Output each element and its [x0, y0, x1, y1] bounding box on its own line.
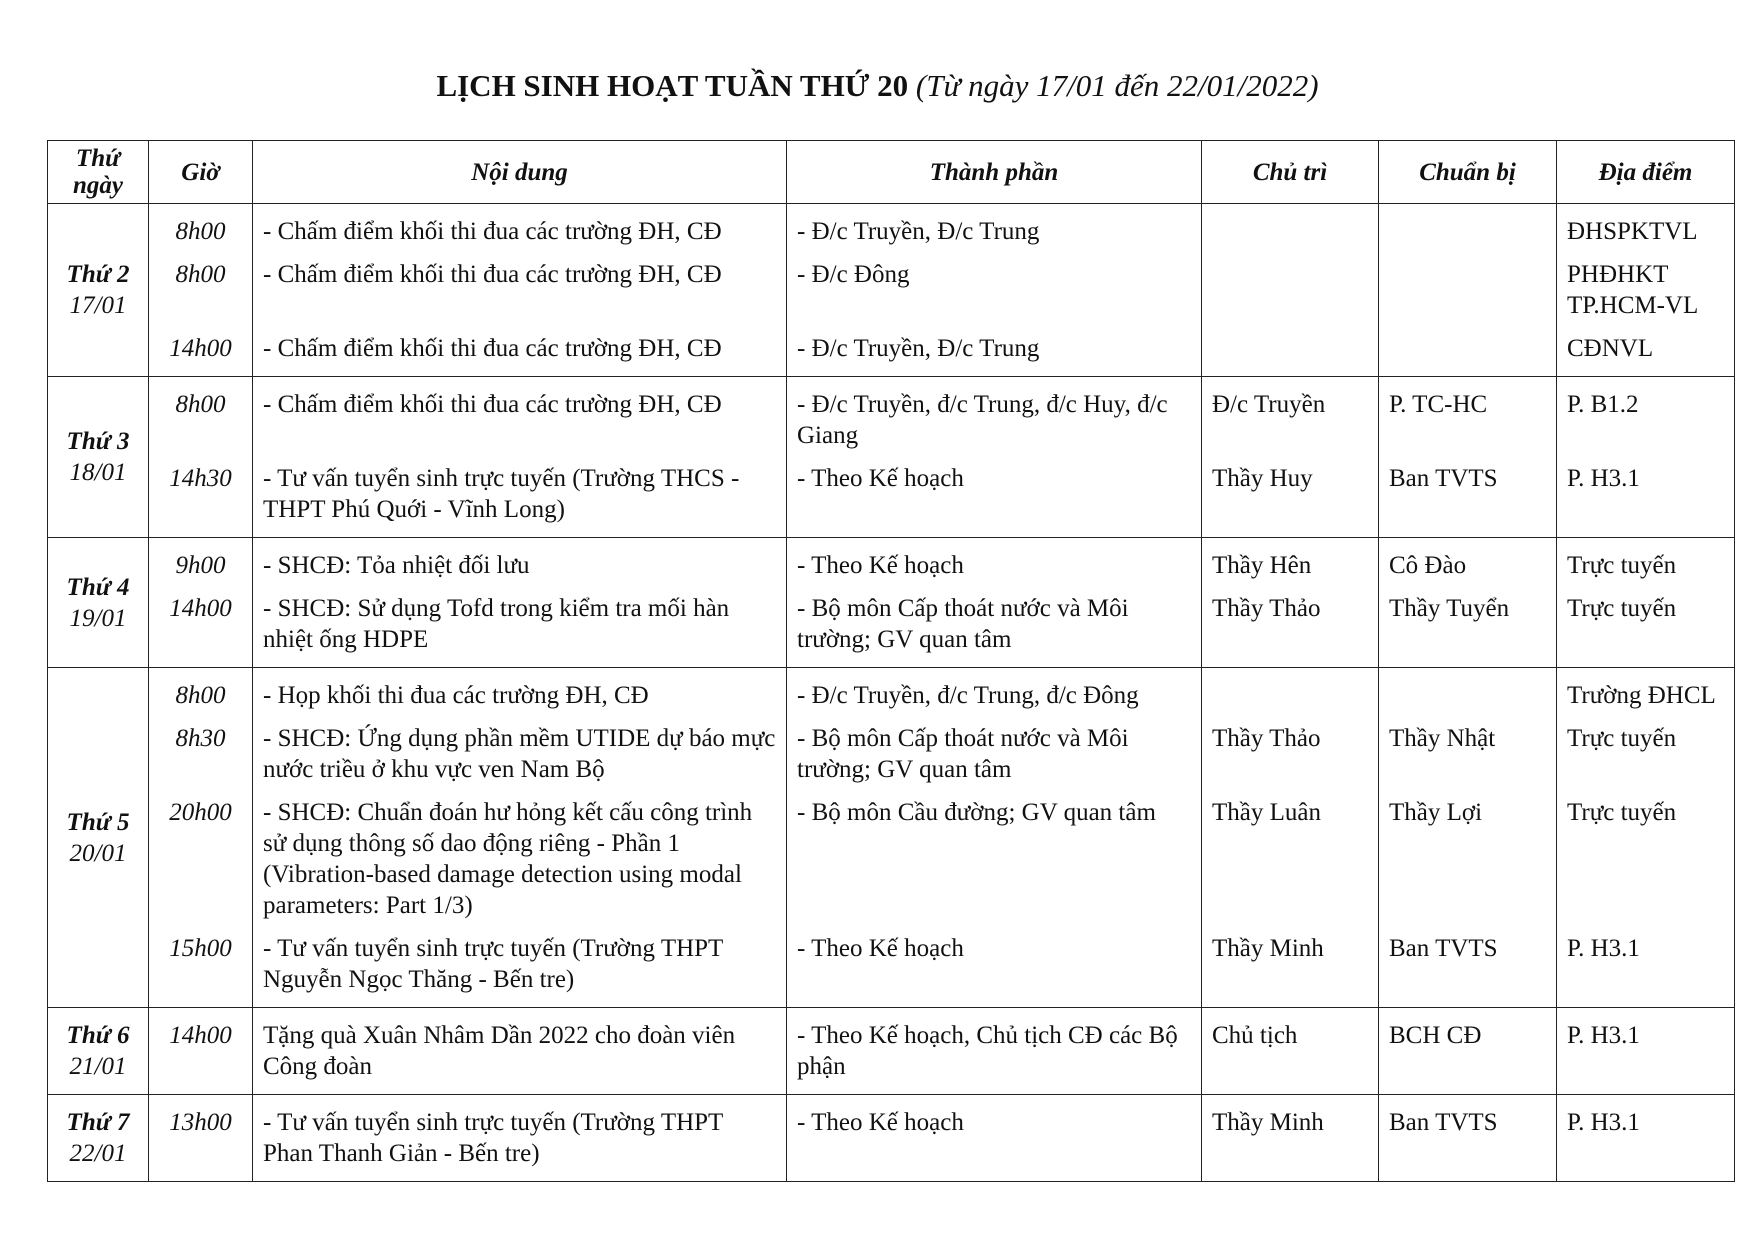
- members-text: - Theo Kế hoạch: [797, 465, 964, 492]
- members-text: - Đ/c Đông: [797, 261, 910, 288]
- place-cell: [1557, 797, 1735, 933]
- prep-cell: [1379, 259, 1557, 333]
- content-text: - Tư vấn tuyển sinh trực tuyến (Trường THCS - THPT Phú Quới - Vĩnh Long): [263, 465, 740, 523]
- time-cell: [149, 1095, 253, 1182]
- schedule-row: [48, 1008, 1735, 1095]
- prep-cell: [1379, 333, 1557, 377]
- content-cell: [253, 668, 787, 724]
- host-cell: [1202, 668, 1379, 724]
- host-cell: [1202, 1095, 1379, 1182]
- place-text: P. H3.1: [1567, 465, 1640, 492]
- prep-cell: [1379, 668, 1557, 724]
- host-cell: [1202, 933, 1379, 1008]
- place-text: P. H3.1: [1567, 1022, 1640, 1049]
- time-cell: [149, 204, 253, 260]
- schedule-row: [48, 797, 1735, 933]
- host-cell: [1202, 593, 1379, 668]
- members-text: - Theo Kế hoạch, Chủ tịch CĐ các Bộ phận: [797, 1022, 1178, 1080]
- host-cell: [1202, 538, 1379, 594]
- day-date: 18/01: [69, 459, 127, 486]
- place-cell: [1557, 668, 1735, 724]
- day-cell: [48, 1008, 149, 1095]
- time-cell: [149, 668, 253, 724]
- content-cell: [253, 1008, 787, 1095]
- prep-cell: [1379, 377, 1557, 464]
- header-day-line1: Thứ: [75, 145, 121, 172]
- host-text: Thầy Thảo: [1212, 595, 1321, 622]
- schedule-table: [47, 140, 1735, 1182]
- place-text: P. H3.1: [1567, 1109, 1640, 1136]
- host-text: Thầy Huy: [1212, 465, 1313, 492]
- place-text: Trường ĐHCL: [1567, 682, 1716, 709]
- header-content: Nội dung: [253, 141, 787, 204]
- header-members: Thành phần: [787, 141, 1202, 204]
- day-cell: [48, 668, 149, 1008]
- host-cell: [1202, 463, 1379, 538]
- prep-cell: [1379, 204, 1557, 260]
- content-text: - Chấm điểm khối thi đua các trường ĐH, CĐ: [263, 218, 722, 245]
- schedule-row: [48, 1095, 1735, 1182]
- members-cell: [787, 204, 1202, 260]
- day-cell: [48, 377, 149, 538]
- time-text: 13h00: [169, 1109, 232, 1136]
- place-text: P. H3.1: [1567, 935, 1640, 962]
- prep-cell: [1379, 463, 1557, 538]
- content-cell: [253, 538, 787, 594]
- header-row: [48, 141, 1735, 204]
- prep-text: Ban TVTS: [1389, 465, 1498, 492]
- members-cell: [787, 933, 1202, 1008]
- host-text: Thầy Hên: [1212, 552, 1312, 579]
- day-name: Thứ 4: [66, 573, 130, 601]
- day-date: 20/01: [69, 839, 127, 867]
- members-cell: [787, 333, 1202, 377]
- time-cell: [149, 1008, 253, 1095]
- members-text: - Bộ môn Cấp thoát nước và Môi trường; GV quan tâm: [797, 725, 1129, 783]
- day-cell: [48, 538, 149, 668]
- content-cell: [253, 1095, 787, 1182]
- place-cell: [1557, 593, 1735, 668]
- host-text: Thầy Thảo: [1212, 725, 1321, 752]
- place-text: PHĐHKT TP.HCM-VL: [1567, 261, 1699, 319]
- title-sub: (Từ ngày 17/01 đến 22/01/2022): [915, 68, 1319, 103]
- time-text: 8h00: [175, 218, 226, 245]
- members-cell: [787, 797, 1202, 933]
- host-cell: [1202, 377, 1379, 464]
- place-text: Trực tuyến: [1567, 799, 1677, 826]
- time-text: 14h00: [169, 595, 232, 622]
- members-cell: [787, 377, 1202, 464]
- content-text: - Họp khối thi đua các trường ĐH, CĐ: [263, 682, 649, 709]
- host-text: Thầy Minh: [1212, 935, 1324, 962]
- host-cell: [1202, 797, 1379, 933]
- prep-cell: [1379, 723, 1557, 797]
- place-cell: [1557, 463, 1735, 538]
- prep-cell: [1379, 797, 1557, 933]
- content-cell: [253, 463, 787, 538]
- host-cell: [1202, 723, 1379, 797]
- members-text: - Theo Kế hoạch: [797, 935, 964, 962]
- header-prep: Chuẩn bị: [1379, 141, 1557, 204]
- content-text: - Chấm điểm khối thi đua các trường ĐH, CĐ: [263, 391, 722, 418]
- prep-text: Thầy Tuyển: [1389, 595, 1510, 622]
- place-text: Trực tuyến: [1567, 595, 1677, 622]
- members-cell: [787, 463, 1202, 538]
- members-cell: [787, 1008, 1202, 1095]
- schedule-row: [48, 333, 1735, 377]
- prep-text: Ban TVTS: [1389, 1109, 1498, 1136]
- members-text: - Đ/c Truyền, Đ/c Trung: [797, 335, 1040, 362]
- prep-text: Cô Đào: [1389, 552, 1467, 579]
- schedule-body: [48, 204, 1735, 1182]
- day-cell: [48, 204, 149, 377]
- place-cell: [1557, 204, 1735, 260]
- title-main: LỊCH SINH HOẠT TUẦN THỨ 20: [436, 68, 909, 103]
- members-cell: [787, 259, 1202, 333]
- time-text: 8h30: [175, 725, 226, 752]
- content-cell: [253, 723, 787, 797]
- schedule-row: [48, 259, 1735, 333]
- schedule-row: [48, 204, 1735, 260]
- host-text: Thầy Minh: [1212, 1109, 1324, 1136]
- place-text: Trực tuyến: [1567, 725, 1677, 752]
- place-cell: [1557, 1095, 1735, 1182]
- time-cell: [149, 377, 253, 464]
- day-name: Thứ 5: [66, 808, 130, 836]
- schedule-row: [48, 463, 1735, 538]
- header-place: Địa điểm: [1557, 141, 1735, 204]
- day-date: 21/01: [69, 1053, 127, 1080]
- members-text: - Đ/c Truyền, Đ/c Trung: [797, 218, 1040, 245]
- content-cell: [253, 377, 787, 464]
- time-cell: [149, 538, 253, 594]
- page-title: [0, 66, 1755, 106]
- prep-text: Thầy Nhật: [1389, 725, 1496, 752]
- prep-cell: [1379, 1095, 1557, 1182]
- place-cell: [1557, 333, 1735, 377]
- time-cell: [149, 259, 253, 333]
- host-cell: [1202, 204, 1379, 260]
- content-text: - SHCĐ: Ứng dụng phần mềm UTIDE dự báo mực nước triều ở khu vực ven Nam Bộ: [263, 725, 776, 783]
- content-cell: [253, 259, 787, 333]
- members-cell: [787, 593, 1202, 668]
- prep-cell: [1379, 538, 1557, 594]
- time-text: 9h00: [175, 552, 226, 579]
- prep-cell: [1379, 593, 1557, 668]
- day-name: Thứ 6: [66, 1022, 130, 1049]
- time-text: 15h00: [169, 935, 232, 962]
- place-text: P. B1.2: [1567, 391, 1639, 418]
- content-text: Tặng quà Xuân Nhâm Dần 2022 cho đoàn viên Công đoàn: [263, 1022, 736, 1080]
- prep-text: P. TC-HC: [1389, 391, 1488, 418]
- time-cell: [149, 933, 253, 1008]
- time-cell: [149, 593, 253, 668]
- place-text: CĐNVL: [1567, 335, 1654, 362]
- content-cell: [253, 204, 787, 260]
- members-text: - Theo Kế hoạch: [797, 1109, 964, 1136]
- time-cell: [149, 723, 253, 797]
- prep-cell: [1379, 1008, 1557, 1095]
- time-text: 14h00: [169, 1022, 232, 1049]
- day-name: Thứ 3: [66, 428, 130, 455]
- time-cell: [149, 797, 253, 933]
- host-text: Thầy Luân: [1212, 799, 1321, 826]
- time-text: 8h00: [175, 261, 226, 288]
- place-cell: [1557, 933, 1735, 1008]
- content-cell: [253, 333, 787, 377]
- host-text: Chủ tịch: [1212, 1022, 1298, 1049]
- members-text: - Bộ môn Cầu đường; GV quan tâm: [797, 799, 1156, 826]
- header-time: Giờ: [149, 141, 253, 204]
- schedule-row: [48, 538, 1735, 594]
- day-name: Thứ 7: [66, 1109, 130, 1136]
- time-text: 14h00: [169, 335, 232, 362]
- header-day: [48, 141, 149, 204]
- members-text: - Đ/c Truyền, đ/c Trung, đ/c Huy, đ/c Giang: [797, 391, 1168, 449]
- day-date: 19/01: [69, 604, 127, 632]
- day-cell: [48, 1095, 149, 1182]
- time-cell: [149, 333, 253, 377]
- content-text: - SHCĐ: Sử dụng Tofd trong kiểm tra mối hàn nhiệt ống HDPE: [263, 595, 730, 653]
- place-cell: [1557, 538, 1735, 594]
- content-text: - SHCĐ: Chuẩn đoán hư hỏng kết cấu công trình sử dụng thông số dao động riêng - Phần 1 (Vibration-based damage detection using modal parameters: Part 1/3): [263, 799, 753, 919]
- time-text: 8h00: [175, 391, 226, 418]
- members-cell: [787, 538, 1202, 594]
- day-date: 17/01: [69, 292, 127, 319]
- content-cell: [253, 593, 787, 668]
- schedule-row: [48, 723, 1735, 797]
- day-date: 22/01: [69, 1140, 127, 1167]
- members-cell: [787, 723, 1202, 797]
- prep-text: BCH CĐ: [1389, 1022, 1482, 1049]
- prep-text: Ban TVTS: [1389, 935, 1498, 962]
- time-text: 14h30: [169, 465, 232, 492]
- host-cell: [1202, 333, 1379, 377]
- time-text: 8h00: [175, 682, 226, 709]
- members-text: - Đ/c Truyền, đ/c Trung, đ/c Đông: [797, 682, 1139, 709]
- place-cell: [1557, 377, 1735, 464]
- content-cell: [253, 933, 787, 1008]
- time-cell: [149, 463, 253, 538]
- prep-text: Thầy Lợi: [1389, 799, 1483, 826]
- schedule-row: [48, 933, 1735, 1008]
- header-day-line2: ngày: [73, 172, 123, 199]
- host-cell: [1202, 1008, 1379, 1095]
- content-cell: [253, 797, 787, 933]
- schedule-row: [48, 593, 1735, 668]
- place-text: Trực tuyến: [1567, 552, 1677, 579]
- time-text: 20h00: [169, 799, 232, 826]
- day-name: Thứ 2: [66, 261, 130, 288]
- members-cell: [787, 1095, 1202, 1182]
- schedule-row: [48, 377, 1735, 464]
- content-text: - Tư vấn tuyển sinh trực tuyến (Trường THPT Phan Thanh Giản - Bến tre): [263, 1109, 723, 1167]
- host-text: Đ/c Truyền: [1212, 391, 1326, 418]
- header-host: Chủ trì: [1202, 141, 1379, 204]
- place-text: ĐHSPKTVL: [1567, 218, 1698, 245]
- content-text: - SHCĐ: Tỏa nhiệt đối lưu: [263, 552, 530, 579]
- host-cell: [1202, 259, 1379, 333]
- members-text: - Bộ môn Cấp thoát nước và Môi trường; GV quan tâm: [797, 595, 1129, 653]
- place-cell: [1557, 259, 1735, 333]
- members-text: - Theo Kế hoạch: [797, 552, 964, 579]
- place-cell: [1557, 723, 1735, 797]
- place-cell: [1557, 1008, 1735, 1095]
- content-text: - Tư vấn tuyển sinh trực tuyến (Trường THPT Nguyễn Ngọc Thăng - Bến tre): [263, 935, 723, 993]
- schedule-row: [48, 668, 1735, 724]
- members-cell: [787, 668, 1202, 724]
- content-text: - Chấm điểm khối thi đua các trường ĐH, CĐ: [263, 335, 722, 362]
- content-text: - Chấm điểm khối thi đua các trường ĐH, CĐ: [263, 261, 722, 288]
- prep-cell: [1379, 933, 1557, 1008]
